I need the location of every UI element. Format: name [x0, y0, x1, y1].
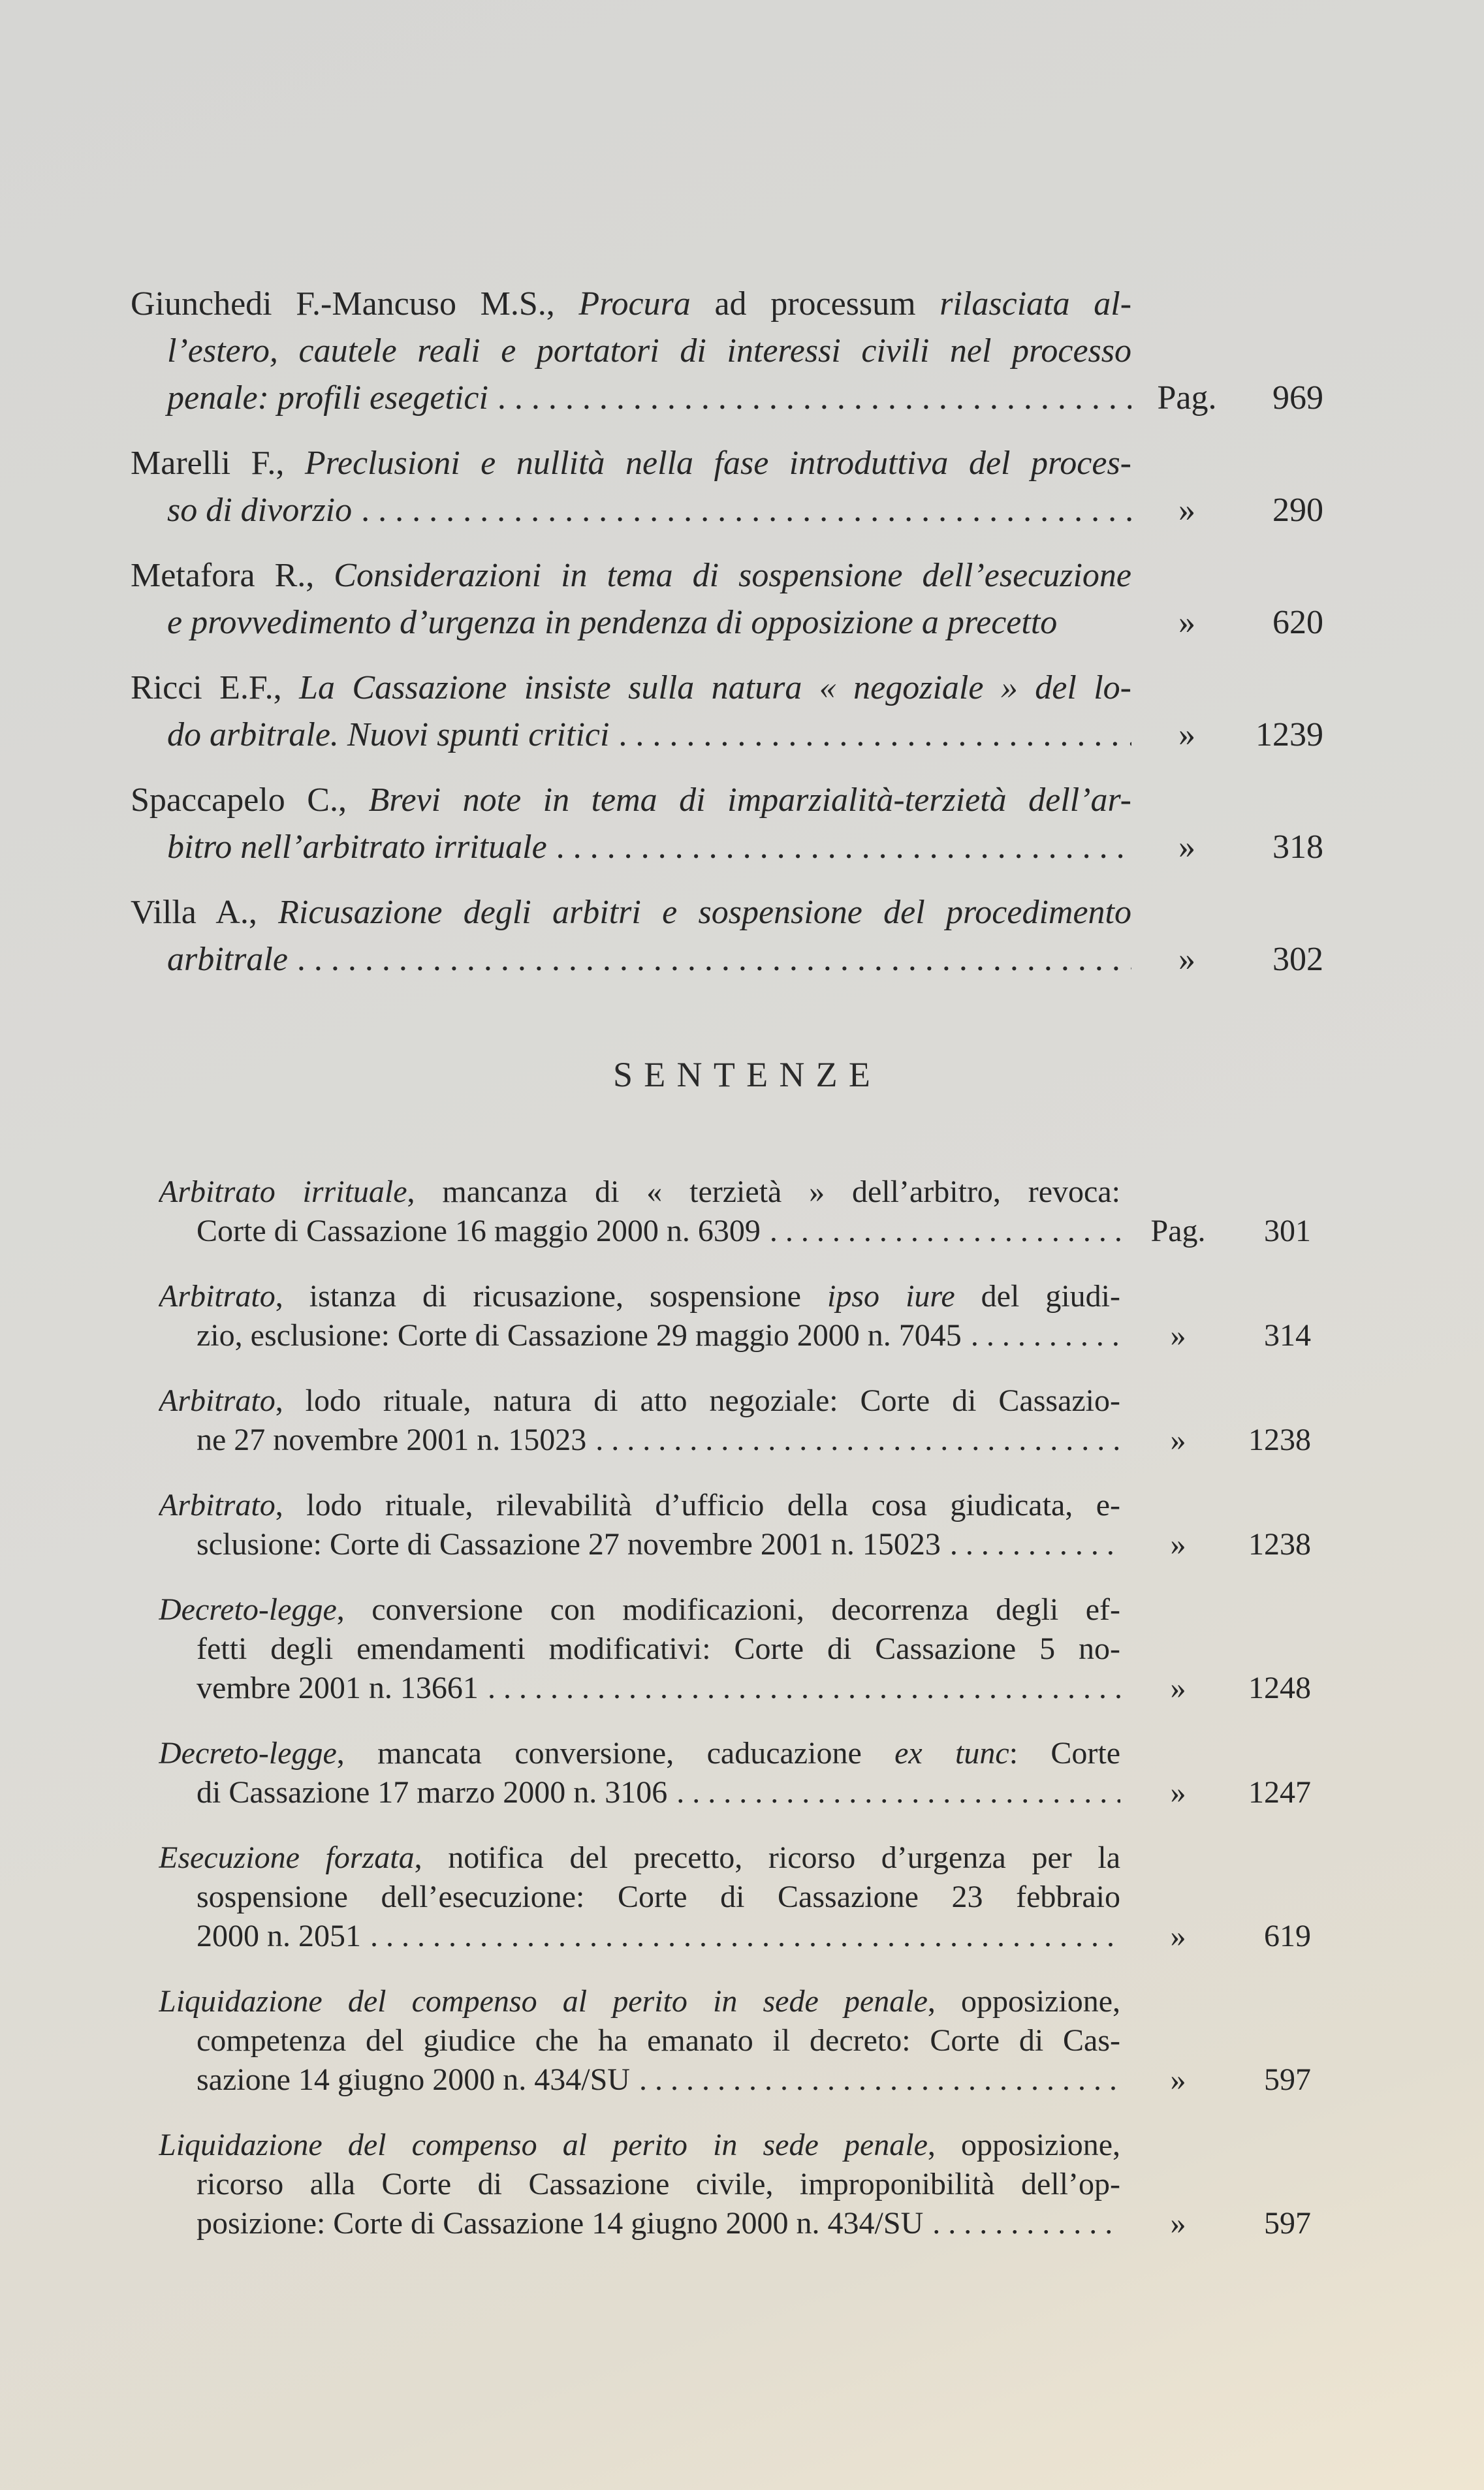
entry-last-line	[131, 599, 1323, 646]
entry-last-line	[159, 2060, 1311, 2100]
italic-title-text: ex tunc	[894, 1736, 1009, 1771]
entry-text-segment: ricorso alla Corte di Cassazione civile, improponibilità dell’op-	[197, 2167, 1120, 2201]
entry-last-line	[159, 1669, 1311, 1708]
entry-text	[131, 824, 1131, 871]
entry-text	[159, 2060, 1120, 2100]
dot-leader	[297, 936, 1131, 983]
sentence-entry	[159, 1173, 1311, 1251]
dot-leader	[370, 1917, 1120, 1956]
entry-line	[159, 1590, 1120, 1630]
sentence-entry	[159, 1838, 1311, 1956]
sentence-entry	[159, 1486, 1311, 1564]
entry-text-segment: del giudi-	[955, 1279, 1120, 1314]
dot-leader	[595, 1421, 1120, 1460]
entry-last-line	[131, 487, 1323, 534]
entry-line	[159, 2126, 1120, 2165]
entry-text-segment: vembre 2001 n. 13661	[197, 1671, 479, 1705]
entry-text-segment: ne 27 novembre 2001 n. 15023	[197, 1423, 587, 1457]
entry-text-segment: ad processum	[690, 285, 940, 323]
entry-last-line	[131, 936, 1323, 983]
entry-text-segment: : Corte	[1009, 1736, 1120, 1771]
italic-title-text: arbitrale	[167, 941, 288, 978]
page-number: 597	[1264, 2206, 1311, 2241]
page-marker: »	[1178, 716, 1195, 753]
page-number: 1238	[1248, 1527, 1311, 1562]
italic-title-text: e provvedimento d’urgenza in pendenza di opposizione a precetto	[167, 604, 1058, 641]
dot-leader	[488, 1669, 1120, 1708]
sentence-entry	[159, 1381, 1311, 1460]
entry-line	[159, 1982, 1120, 2021]
italic-title-text: Arbitrato irrituale	[159, 1174, 407, 1209]
entry-line	[159, 2165, 1120, 2204]
entry-text-segment: , conversione con modificazioni, decorrenza degli ef-	[336, 1592, 1120, 1627]
sentence-entry	[159, 2126, 1311, 2243]
entry-line	[159, 1878, 1120, 1917]
entry-text-segment: , istanza di ricusazione, sospensione	[275, 1279, 828, 1314]
italic-title-text: Decreto-legge	[159, 1736, 337, 1771]
entry-line	[131, 777, 1131, 824]
entry-text-segment: Metafora R.,	[131, 557, 334, 594]
entry-line	[131, 440, 1131, 487]
sentence-entry	[159, 1590, 1311, 1708]
page-number: 1247	[1248, 1775, 1311, 1810]
entry-text	[159, 1917, 1120, 1956]
italic-title-text: Arbitrato	[159, 1383, 276, 1418]
entry-text-segment: , lodo rituale, rilevabilità d’ufficio della cosa giudicata, e-	[275, 1488, 1120, 1522]
page-number: 301	[1264, 1214, 1311, 1248]
entry-text	[131, 712, 1131, 759]
entry-text-segment: sazione 14 giugno 2000 n. 434/SU	[197, 2062, 630, 2097]
entry-text-segment: , mancata conversione, caducazione	[336, 1736, 895, 1771]
section-heading-sentenze: SENTENZE	[612, 1055, 882, 1094]
page-marker: »	[1170, 1775, 1186, 1810]
entry-line	[159, 1381, 1120, 1421]
entry-text-segment: competenza del giudice che ha emanato il decreto: Corte di Cas-	[197, 2023, 1120, 2058]
entry-text-segment: Spaccapelo C.,	[131, 781, 369, 819]
entry-text-segment: sclusione: Corte di Cassazione 27 novembre 2001 n. 15023	[197, 1527, 941, 1562]
page-marker: Pag.	[1150, 1214, 1206, 1248]
entry-text-segment: Villa A.,	[131, 894, 279, 931]
page-marker: »	[1178, 492, 1195, 529]
italic-title-text: Esecuzione forzata	[159, 1840, 415, 1875]
entry-text	[159, 1669, 1120, 1708]
dot-leader	[971, 1316, 1120, 1355]
page-number: 314	[1264, 1318, 1311, 1353]
entry-text-segment: , notifica del precetto, ricorso d’urgenza per la	[414, 1840, 1120, 1875]
entry-text-segment: Giunchedi F.-Mancuso M.S.,	[131, 285, 579, 323]
page-marker: »	[1178, 941, 1195, 978]
page-marker: »	[1170, 2062, 1186, 2097]
page-marker: Pag.	[1157, 379, 1217, 417]
page-marker: »	[1170, 1318, 1186, 1353]
page-marker: »	[1170, 1671, 1186, 1705]
entry-line	[159, 2021, 1120, 2060]
article-entry	[131, 665, 1323, 759]
page-number: 302	[1272, 941, 1323, 978]
entry-line	[159, 1630, 1120, 1669]
entry-line	[159, 1486, 1120, 1525]
italic-title-text: rilasciata al-	[939, 285, 1131, 323]
italic-title-text: bitro nell’arbitrato irrituale	[167, 828, 547, 866]
entry-text-segment: Marelli F.,	[131, 445, 305, 482]
page-number: 597	[1264, 2062, 1311, 2097]
entry-text-segment: posizione: Corte di Cassazione 14 giugno 2000 n. 434/SU	[197, 2206, 924, 2241]
entry-line	[131, 281, 1131, 328]
dot-leader	[932, 2204, 1120, 2243]
page-marker: »	[1178, 604, 1195, 641]
dot-leader	[556, 824, 1131, 871]
article-entry	[131, 777, 1323, 871]
dot-leader	[770, 1212, 1120, 1251]
entry-text	[159, 2204, 1120, 2243]
entry-text-segment: fetti degli emendamenti modificativi: Corte di Cassazione 5 no-	[197, 1631, 1120, 1666]
page-number: 620	[1272, 604, 1323, 641]
entry-text	[159, 1316, 1120, 1355]
italic-title-text: Preclusioni e nullità nella fase introduttiva del proces-	[304, 445, 1131, 482]
page-marker: »	[1170, 1423, 1186, 1457]
dot-leader	[676, 1773, 1120, 1812]
entry-text-segment: Corte di Cassazione 16 maggio 2000 n. 6309	[197, 1214, 761, 1248]
entry-text	[131, 599, 1131, 646]
entry-last-line	[159, 1316, 1311, 1355]
entry-line	[131, 889, 1131, 936]
entry-last-line	[131, 824, 1323, 871]
page-number: 1238	[1248, 1423, 1311, 1457]
entry-text-segment: sospensione dell’esecuzione: Corte di Cassazione 23 febbraio	[197, 1880, 1120, 1914]
entry-line	[159, 1277, 1120, 1316]
italic-title-text: La Cassazione insiste sulla natura « negoziale » del lo-	[299, 669, 1131, 706]
entry-text-segment: zio, esclusione: Corte di Cassazione 29 maggio 2000 n. 7045	[197, 1318, 962, 1353]
entry-text	[159, 1212, 1120, 1251]
entry-text	[159, 1773, 1120, 1812]
entry-line	[159, 1173, 1120, 1212]
italic-title-text: Considerazioni in tema di sospensione dell’esecuzione	[334, 557, 1131, 594]
entry-text	[131, 375, 1131, 422]
dot-leader	[497, 375, 1131, 422]
italic-title-text: Ricusazione degli arbitri e sospensione del procedimento	[278, 894, 1131, 931]
page-number: 290	[1272, 492, 1323, 529]
entry-last-line	[131, 375, 1323, 422]
italic-title-text: so di divorzio	[167, 492, 353, 529]
entry-text-segment: 2000 n. 2051	[197, 1919, 361, 1953]
sentence-entry	[159, 1734, 1311, 1812]
entry-text	[131, 936, 1131, 983]
page-number: 318	[1272, 828, 1323, 866]
article-entry	[131, 281, 1323, 422]
page-number: 1239	[1255, 716, 1323, 753]
entry-text	[131, 487, 1131, 534]
articles-index	[131, 281, 1323, 1001]
italic-title-text: ipso iure	[827, 1279, 955, 1314]
sentence-entry	[159, 1277, 1311, 1355]
italic-title-text: Arbitrato	[159, 1488, 276, 1522]
page-marker: »	[1170, 1919, 1186, 1953]
italic-title-text: Brevi note in tema di imparzialità-terzietà dell’ar-	[368, 781, 1131, 819]
dot-leader	[639, 2060, 1120, 2100]
page-marker: »	[1170, 2206, 1186, 2241]
entry-last-line	[159, 1421, 1311, 1460]
entry-line	[159, 1838, 1120, 1878]
entry-text-segment: di Cassazione 17 marzo 2000 n. 3106	[197, 1775, 668, 1810]
page-number: 619	[1264, 1919, 1311, 1953]
page-marker: »	[1170, 1527, 1186, 1562]
entry-last-line	[159, 1525, 1311, 1564]
dot-leader	[950, 1525, 1120, 1564]
entry-line	[131, 665, 1131, 712]
sentences-index	[159, 1173, 1311, 2269]
entry-last-line	[159, 1773, 1311, 1812]
article-entry	[131, 440, 1323, 534]
entry-text-segment: , mancanza di « terzietà » dell’arbitro, revoca:	[407, 1174, 1120, 1209]
page-marker: »	[1178, 828, 1195, 866]
entry-text-segment: , lodo rituale, natura di atto negoziale: Corte di Cassazio-	[275, 1383, 1120, 1418]
entry-text	[159, 1525, 1120, 1564]
entry-line	[159, 1734, 1120, 1773]
italic-title-text: penale: profili esegetici	[167, 379, 488, 417]
page-number: 1248	[1248, 1671, 1311, 1705]
entry-last-line	[159, 1917, 1311, 1956]
entry-text	[159, 1421, 1120, 1460]
italic-title-text: l’estero, cautele reali e portatori di interessi civili nel processo	[167, 332, 1131, 370]
italic-title-text: do arbitrale. Nuovi spunti critici	[167, 716, 610, 753]
entry-text-segment: , opposizione,	[927, 1984, 1120, 2019]
entry-last-line	[159, 1212, 1311, 1251]
italic-title-text: Decreto-legge	[159, 1592, 337, 1627]
italic-title-text: Liquidazione del compenso al perito in sede penale	[159, 2128, 928, 2162]
article-entry	[131, 552, 1323, 646]
entry-text-segment: , opposizione,	[927, 2128, 1120, 2162]
entry-line	[131, 328, 1131, 375]
entry-last-line	[131, 712, 1323, 759]
entry-text-segment: Ricci E.F.,	[131, 669, 300, 706]
page-number: 969	[1272, 379, 1323, 417]
entry-line	[131, 552, 1131, 599]
italic-title-text: Arbitrato	[159, 1279, 276, 1314]
dot-leader	[618, 712, 1131, 759]
italic-title-text: Procura	[578, 285, 691, 323]
sentence-entry	[159, 1982, 1311, 2100]
italic-title-text: Liquidazione del compenso al perito in sede penale	[159, 1984, 928, 2019]
dot-leader	[361, 487, 1131, 534]
entry-last-line	[159, 2204, 1311, 2243]
article-entry	[131, 889, 1323, 983]
